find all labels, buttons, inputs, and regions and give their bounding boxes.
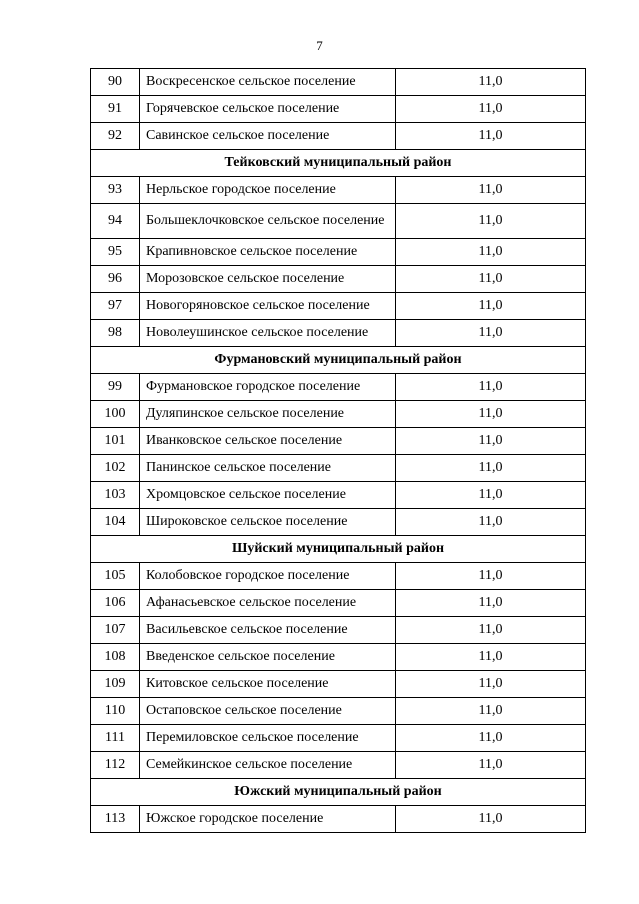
settlement-name: Дуляпинское сельское поселение [140, 401, 396, 428]
district-header-row [91, 536, 586, 563]
row-number: 96 [91, 266, 140, 293]
table-row [91, 204, 586, 239]
settlement-name: Китовское сельское поселение [140, 671, 396, 698]
row-value: 11,0 [396, 725, 586, 752]
row-number: 113 [91, 806, 140, 833]
table-row [91, 374, 586, 401]
settlement-name: Остаповское сельское поселение [140, 698, 396, 725]
row-value: 11,0 [396, 644, 586, 671]
district-title: Южский муниципальный район [91, 779, 586, 806]
row-value: 11,0 [396, 671, 586, 698]
row-number: 99 [91, 374, 140, 401]
row-value: 11,0 [396, 806, 586, 833]
table-row [91, 266, 586, 293]
settlement-name: Крапивновское сельское поселение [140, 239, 396, 266]
settlements-table [90, 68, 586, 833]
settlement-name: Новолеушинское сельское поселение [140, 320, 396, 347]
table-row [91, 293, 586, 320]
settlement-name: Панинское сельское поселение [140, 455, 396, 482]
table-row [91, 482, 586, 509]
row-number: 106 [91, 590, 140, 617]
settlement-name: Широковское сельское поселение [140, 509, 396, 536]
row-value: 11,0 [396, 617, 586, 644]
table-row [91, 123, 586, 150]
row-value: 11,0 [396, 320, 586, 347]
row-number: 91 [91, 96, 140, 123]
row-number: 109 [91, 671, 140, 698]
row-value: 11,0 [396, 590, 586, 617]
settlement-name: Введенское сельское поселение [140, 644, 396, 671]
row-value: 11,0 [396, 428, 586, 455]
row-number: 93 [91, 177, 140, 204]
row-value: 11,0 [396, 239, 586, 266]
settlement-name: Семейкинское сельское поселение [140, 752, 396, 779]
table-row [91, 320, 586, 347]
table-row [91, 752, 586, 779]
row-number: 108 [91, 644, 140, 671]
row-number: 92 [91, 123, 140, 150]
row-value: 11,0 [396, 401, 586, 428]
table-row [91, 177, 586, 204]
row-value: 11,0 [396, 509, 586, 536]
row-value: 11,0 [396, 293, 586, 320]
table-row [91, 428, 586, 455]
row-value: 11,0 [396, 204, 586, 239]
settlement-name: Перемиловское сельское поселение [140, 725, 396, 752]
settlement-name: Савинское сельское поселение [140, 123, 396, 150]
district-title: Шуйский муниципальный район [91, 536, 586, 563]
row-value: 11,0 [396, 752, 586, 779]
row-value: 11,0 [396, 96, 586, 123]
row-value: 11,0 [396, 563, 586, 590]
district-header-row [91, 150, 586, 177]
table-row [91, 401, 586, 428]
row-number: 111 [91, 725, 140, 752]
row-number: 90 [91, 69, 140, 96]
row-number: 100 [91, 401, 140, 428]
settlement-name: Нерльское городское поселение [140, 177, 396, 204]
row-value: 11,0 [396, 698, 586, 725]
row-number: 105 [91, 563, 140, 590]
row-number: 107 [91, 617, 140, 644]
settlement-name: Морозовское сельское поселение [140, 266, 396, 293]
settlement-name: Новогоряновское сельское поселение [140, 293, 396, 320]
district-header-row [91, 779, 586, 806]
district-header-row [91, 347, 586, 374]
settlement-name: Фурмановское городское поселение [140, 374, 396, 401]
table-row [91, 96, 586, 123]
row-number: 102 [91, 455, 140, 482]
page-number: 7 [316, 38, 323, 53]
settlement-name: Иванковское сельское поселение [140, 428, 396, 455]
table-row [91, 617, 586, 644]
table-row [91, 509, 586, 536]
table-body [91, 69, 586, 833]
row-value: 11,0 [396, 266, 586, 293]
row-number: 97 [91, 293, 140, 320]
row-value: 11,0 [396, 177, 586, 204]
table-row [91, 239, 586, 266]
row-number: 98 [91, 320, 140, 347]
settlement-name: Южское городское поселение [140, 806, 396, 833]
row-value: 11,0 [396, 455, 586, 482]
settlement-name: Горячевское сельское поселение [140, 96, 396, 123]
settlement-name: Афанасьевское сельское поселение [140, 590, 396, 617]
table-row [91, 806, 586, 833]
settlement-name: Васильевское сельское поселение [140, 617, 396, 644]
district-title: Фурмановский муниципальный район [91, 347, 586, 374]
row-number: 94 [91, 204, 140, 239]
settlement-name: Воскресенское сельское поселение [140, 69, 396, 96]
table-row [91, 590, 586, 617]
table-row [91, 563, 586, 590]
row-number: 103 [91, 482, 140, 509]
table-row [91, 69, 586, 96]
table-row [91, 644, 586, 671]
settlement-name: Хромцовское сельское поселение [140, 482, 396, 509]
row-number: 104 [91, 509, 140, 536]
settlement-name: Большеклочковское сельское поселение [140, 204, 396, 239]
row-value: 11,0 [396, 69, 586, 96]
table-row [91, 725, 586, 752]
row-number: 112 [91, 752, 140, 779]
settlement-name: Колобовское городское поселение [140, 563, 396, 590]
row-number: 95 [91, 239, 140, 266]
row-number: 101 [91, 428, 140, 455]
row-value: 11,0 [396, 482, 586, 509]
table-row [91, 455, 586, 482]
row-number: 110 [91, 698, 140, 725]
table-row [91, 671, 586, 698]
table-row [91, 698, 586, 725]
row-value: 11,0 [396, 123, 586, 150]
row-value: 11,0 [396, 374, 586, 401]
district-title: Тейковский муниципальный район [91, 150, 586, 177]
